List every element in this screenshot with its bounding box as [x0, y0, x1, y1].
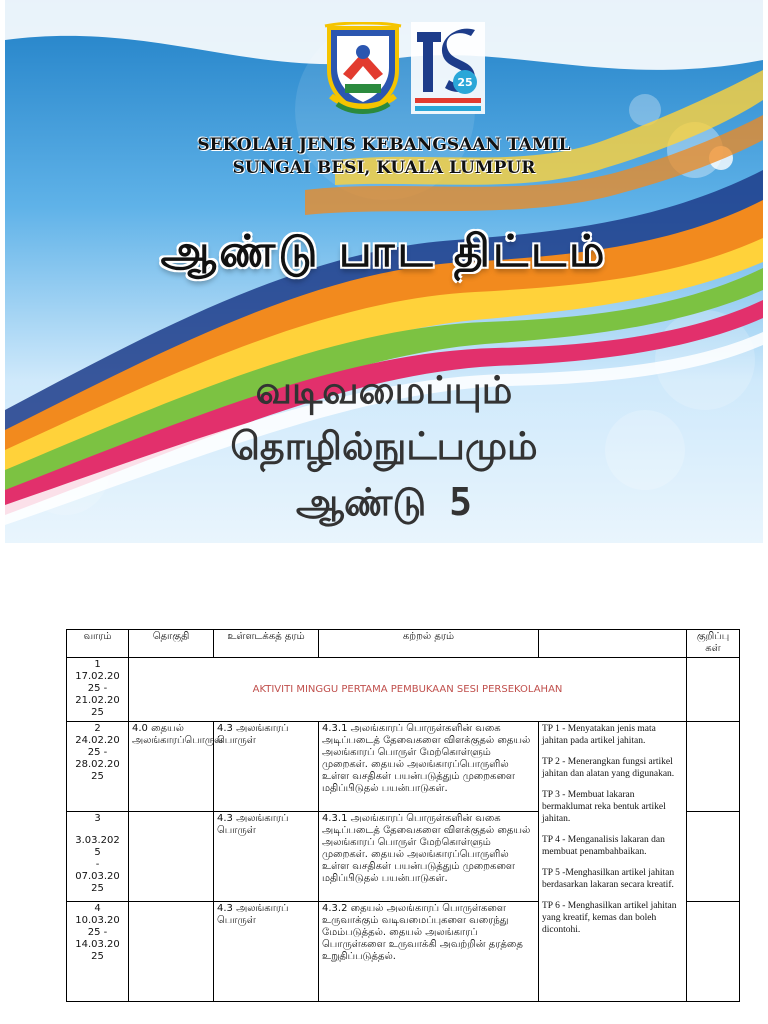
learning-standard-cell: 4.3.1 அலங்காரப் பொருள்களின் வகை அடிப்படைத் தேவைகளை விளக்குதல் தையல் அலங்காரப் பொருள் மேற்கொள்ளும் முறைகள். தையல் அலங்காரப்பொருளில் உள்ள வசதிகள் பயன்படுத்தும் முறைகளை மதிப்பிடுதல் பயன்பாடுகள். [319, 722, 539, 812]
header-performance-level [539, 630, 687, 658]
subject-title-line2: தொழில்நுட்பமும் [230, 424, 538, 468]
notes-cell [687, 658, 740, 722]
header-module: தொகுதி [129, 630, 214, 658]
notes-cell [687, 902, 740, 1002]
school-name [5, 134, 763, 180]
school-crest-logo [323, 22, 403, 114]
module-cell: 4.0 தையல் அலங்காரப்பொருள் [129, 722, 214, 812]
ts25-logo [411, 22, 485, 114]
table-header-row [67, 630, 740, 658]
header-content-standard: உள்ளடக்கத் தரம் [214, 630, 319, 658]
tp-item: TP 1 - Menyatakan jenis mata jahitan pada artikel jahitan. [542, 724, 656, 746]
tp-item: TP 4 - Menganalisis lakaran dan membuat penambahbaikan. [542, 835, 665, 857]
school-name-line1: SEKOLAH JENIS KEBANGSAAN TAMIL [197, 135, 571, 155]
week-cell: 4 10.03.20 25 - 14.03.20 25 [67, 902, 129, 1002]
header-learning-standard: கற்றல் தரம் [319, 630, 539, 658]
notes-cell [687, 722, 740, 812]
notes-cell [687, 812, 740, 902]
week-cell: 1 17.02.20 25 - 21.02.20 25 [67, 658, 129, 722]
tp-item: TP 2 - Menerangkan fungsi artikel jahitan dan alatan yang digunakan. [542, 757, 675, 779]
header-week: வாரம் [67, 630, 129, 658]
learning-standard-cell: 4.3.2 தையல் அலங்காரப் பொருள்களை உருவாக்கும் வடிவமைப்புகளை வரைந்து மேம்படுத்தல். தையல் அலங்காரப் பொருள்களை உருவாக்கி அவற்றின் தரத்தை உறுதிப்படுத்தல். [319, 902, 539, 1002]
tp-item: TP 5 -Menghasilkan artikel jahitan berdasarkan lakaran secara kreatif. [542, 868, 675, 890]
header-notes: குறிப்பு கள் [687, 630, 740, 658]
subject-title-line3: ஆண்டு 5 [295, 480, 473, 524]
svg-text:25: 25 [457, 76, 473, 89]
cover-banner [5, 0, 763, 543]
content-standard-cell: 4.3 அலங்காரப் பொருள் [214, 902, 319, 1002]
lesson-plan-table [66, 629, 740, 1002]
learning-standard-cell: 4.3.1 அலங்காரப் பொருள்களின் வகை அடிப்படைத் தேவைகளை விளக்குதல் தையல் அலங்காரப் பொருள் மேற்கொள்ளும் முறைகள். தையல் அலங்காரப்பொருளில் உள்ள வசதிகள் பயன்படுத்தும் முறைகளை மதிப்பிடுதல் பயன்பாடுகள். [319, 812, 539, 902]
tp-item: TP 6 - Menghasilkan artikel jahitan yang kreatif, kemas dan boleh dicontohi. [542, 901, 677, 935]
table-row [67, 722, 740, 812]
tp-item: TP 3 - Membuat lakaran bermaklumat reka bentuk artikel jahitan. [542, 790, 666, 824]
content-standard-cell: 4.3 அலங்காரப் பொருள் [214, 812, 319, 902]
subject-title-line1: வடிவமைப்பும் [255, 368, 513, 412]
logo-group [323, 22, 485, 114]
activity-cell: AKTIVITI MINGGU PERTAMA PEMBUKAAN SESI PERSEKOLAHAN [129, 658, 687, 722]
module-cell [129, 902, 214, 1002]
plan-title: ஆண்டு பாட திட்டம் [160, 226, 608, 277]
week-cell: 2 24.02.20 25 - 28.02.20 25 [67, 722, 129, 812]
subject-title [5, 362, 763, 530]
school-name-line2: SUNGAI BESI, KUALA LUMPUR [232, 158, 536, 178]
table-row [67, 658, 740, 722]
module-cell [129, 812, 214, 902]
performance-level-cell [539, 722, 687, 1002]
week-cell: 3 3.03.202 5 - 07.03.20 25 [67, 812, 129, 902]
content-standard-cell: 4.3 அலங்காரப் பொருள் [214, 722, 319, 812]
